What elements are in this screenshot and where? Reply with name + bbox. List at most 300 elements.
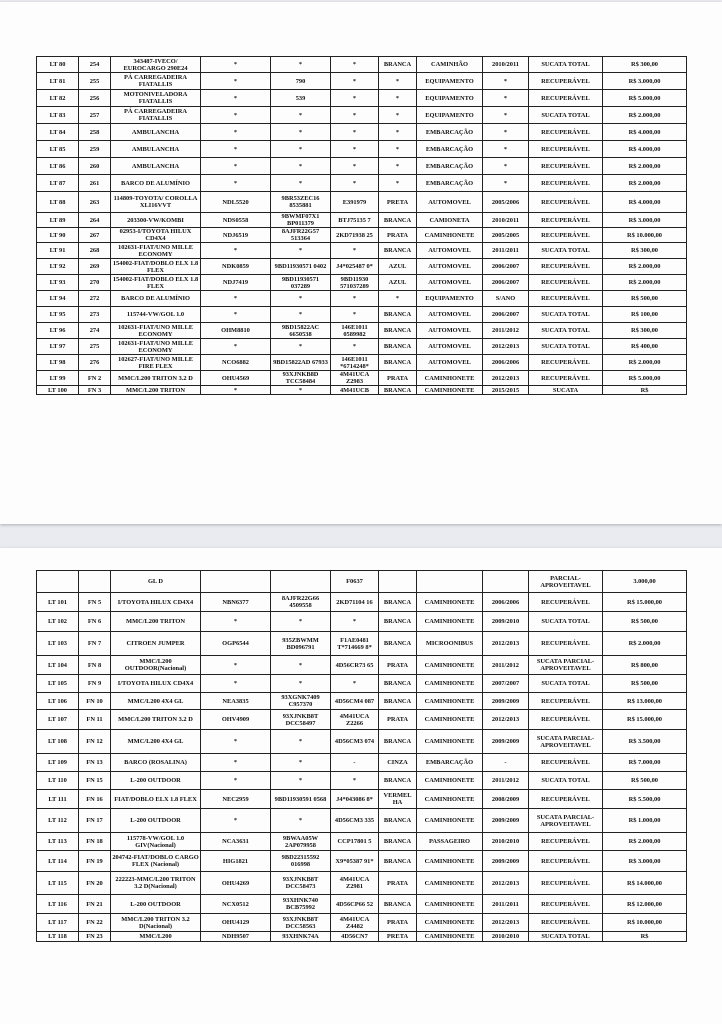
cell-empty bbox=[271, 571, 331, 593]
cell-item-number: 263 bbox=[79, 192, 111, 213]
cell-status: SUCATA TOTAL bbox=[529, 323, 603, 339]
cell-color: PRATA bbox=[379, 656, 417, 675]
cell-year: 2005/2005 bbox=[483, 228, 529, 243]
cell-plate: * bbox=[201, 57, 271, 73]
cell-lot: LT 102 bbox=[37, 612, 79, 632]
cell-renavam: 4D56CM3 335 bbox=[331, 809, 379, 833]
cell-chassis: 93XGNK7409 C957370 bbox=[271, 693, 331, 710]
cell-item-number: FN 19 bbox=[79, 851, 111, 872]
cell-value: R$ 1.000,00 bbox=[603, 809, 687, 833]
cell-renavam: 4M41UCA Z2266 bbox=[331, 710, 379, 730]
cell-lot: LT 82 bbox=[37, 90, 79, 107]
cell-year: 2011/2012 bbox=[483, 656, 529, 675]
cell-year: 2012/2013 bbox=[483, 710, 529, 730]
cell-vehicle-type: EMBARCAÇÃO bbox=[417, 124, 483, 141]
cell-description: 102631-FIAT/UNO MILLE ECONOMY bbox=[111, 339, 201, 355]
cell-renavam: E391979 bbox=[331, 192, 379, 213]
cell-vehicle-type: AUTOMOVEL bbox=[417, 275, 483, 291]
cell-vehicle-type: CAMINHONETE bbox=[417, 593, 483, 612]
table-row bbox=[37, 243, 687, 259]
cell-color: * bbox=[379, 90, 417, 107]
cell-status: SUCATA PARCIAL- APROVEITAVEL bbox=[529, 809, 603, 833]
cell-chassis: * bbox=[271, 175, 331, 192]
cell-chassis: 8AJFR22G66 4509558 bbox=[271, 593, 331, 612]
cell-lot: LT 86 bbox=[37, 158, 79, 175]
cell-value: R$ 800,00 bbox=[603, 656, 687, 675]
cell-year: 2006/2006 bbox=[483, 593, 529, 612]
cell-lot: LT 96 bbox=[37, 323, 79, 339]
cell-chassis: 93XHNK740 BCB75992 bbox=[271, 895, 331, 914]
cell-lot: LT 90 bbox=[37, 228, 79, 243]
cell-chassis: * bbox=[271, 158, 331, 175]
cell-description: 154002-FIAT/DOBLO ELX 1.8 FLEX bbox=[111, 275, 201, 291]
cell-empty bbox=[379, 571, 417, 593]
cell-chassis: 93XJNKB8T DCC58497 bbox=[271, 710, 331, 730]
cell-chassis: 8AJFR22G57 513364 bbox=[271, 228, 331, 243]
cell-vehicle-type: CAMINHONETE bbox=[417, 772, 483, 790]
cell-chassis: * bbox=[271, 612, 331, 632]
cell-value: R$ 3.000,00 bbox=[603, 851, 687, 872]
cell-item-number: 261 bbox=[79, 175, 111, 192]
cell-renavam: J4*043086 8* bbox=[331, 790, 379, 809]
cell-vehicle-type: CAMINHONETE bbox=[417, 932, 483, 942]
cell-item-number: 276 bbox=[79, 355, 111, 371]
cell-value: R$ 500,00 bbox=[603, 291, 687, 307]
cell-year: S/ANO bbox=[483, 291, 529, 307]
cell-chassis: * bbox=[271, 291, 331, 307]
cell-plate: * bbox=[201, 772, 271, 790]
cell-description: BARCO DE ALUMÍNIO bbox=[111, 175, 201, 192]
cell-value: R$ 5.000,00 bbox=[603, 371, 687, 386]
cell-plate: OHM8810 bbox=[201, 323, 271, 339]
cell-color: BRANCA bbox=[379, 386, 417, 395]
cell-description: 102631-FIAT/UNO MILLE ECONOMY bbox=[111, 243, 201, 259]
cell-description: MMC/L200 TRITON 3.2 D(Nacional) bbox=[111, 914, 201, 932]
cell-chassis: 93XJNKB8T DCC58563 bbox=[271, 914, 331, 932]
cell-renavam: BTJ75135 7 bbox=[331, 213, 379, 228]
table-row bbox=[37, 809, 687, 833]
cell-plate: * bbox=[201, 307, 271, 323]
cell-description: 115744-VW/GOL 1.0 bbox=[111, 307, 201, 323]
table-row bbox=[37, 107, 687, 124]
cell-year: 2009/2009 bbox=[483, 809, 529, 833]
cell-color: BRANCA bbox=[379, 730, 417, 754]
cell-renavam: - bbox=[331, 754, 379, 772]
cell-color: BRANCA bbox=[379, 851, 417, 872]
cell-color: BRANCA bbox=[379, 895, 417, 914]
cell-item-number: FN 21 bbox=[79, 895, 111, 914]
cell-renavam: 4M41UCB bbox=[331, 386, 379, 395]
cell-description: 222223-MMC/L200 TRITON 3.2 D(Nacional) bbox=[111, 872, 201, 895]
cell-status: SUCATA TOTAL bbox=[529, 339, 603, 355]
cell-renavam: * bbox=[331, 307, 379, 323]
cell-renavam: J4*025487 0* bbox=[331, 259, 379, 275]
table-row bbox=[37, 833, 687, 851]
cell-renavam: 4D56CM4 087 bbox=[331, 693, 379, 710]
cell-color: BRANCA bbox=[379, 632, 417, 656]
cell-item-number: 269 bbox=[79, 259, 111, 275]
cell-description: AMBULANCHA bbox=[111, 141, 201, 158]
cell-color: BRANCA bbox=[379, 323, 417, 339]
cell-value: R$ 400,00 bbox=[603, 339, 687, 355]
cell-status: RECUPERÁVEL bbox=[529, 73, 603, 90]
cell-chassis: 9BR53ZEC16 8535881 bbox=[271, 192, 331, 213]
table-row bbox=[37, 932, 687, 942]
cell-empty bbox=[201, 571, 271, 593]
table-row bbox=[37, 772, 687, 790]
cell-vehicle-type: AUTOMOVEL bbox=[417, 355, 483, 371]
cell-item-number: FN 20 bbox=[79, 872, 111, 895]
cell-description: I/TOYOTA HILUX CD4X4 bbox=[111, 593, 201, 612]
cell-vehicle-type: AUTOMOVEL bbox=[417, 307, 483, 323]
cell-vehicle-type: CAMINHONETE bbox=[417, 809, 483, 833]
cell-vehicle-type: CAMINHONETE bbox=[417, 386, 483, 395]
cell-value: R$ 300,00 bbox=[603, 243, 687, 259]
cell-chassis: 539 bbox=[271, 90, 331, 107]
cell-color: BRANCA bbox=[379, 833, 417, 851]
cell-renavam: * bbox=[331, 175, 379, 192]
cell-item-number: 274 bbox=[79, 323, 111, 339]
cell-year: 2011/2012 bbox=[483, 323, 529, 339]
cell-plate: * bbox=[201, 809, 271, 833]
cell-chassis: 93XJNKB8D TCC58484 bbox=[271, 371, 331, 386]
cell-plate: * bbox=[201, 90, 271, 107]
cell-lot: LT 104 bbox=[37, 656, 79, 675]
cell-color: PRATA bbox=[379, 710, 417, 730]
cell-description: MMC/L200 TRITON bbox=[111, 612, 201, 632]
cell-vehicle-type: CAMINHONETE bbox=[417, 228, 483, 243]
cell-description: PÁ CARREGADEIRA FIATALLIS bbox=[111, 73, 201, 90]
cell-renavam: 146E1011 *6714248* bbox=[331, 355, 379, 371]
cell-value: R$ 5.500,00 bbox=[603, 790, 687, 809]
cell-value: R$ 300,00 bbox=[603, 57, 687, 73]
cell-color: BRANCA bbox=[379, 809, 417, 833]
cell-description: MMC/L200 4X4 GL bbox=[111, 730, 201, 754]
cell-vehicle-type: CAMINHONETE bbox=[417, 872, 483, 895]
cell-renavam: 2KD71938 25 bbox=[331, 228, 379, 243]
cell-year: 2008/2009 bbox=[483, 790, 529, 809]
cell-vehicle-type: CAMINHONETE bbox=[417, 656, 483, 675]
cell-item-number: FN 7 bbox=[79, 632, 111, 656]
table-row bbox=[37, 355, 687, 371]
cell-item-number: 272 bbox=[79, 291, 111, 307]
table-row bbox=[37, 228, 687, 243]
cell-status: SUCATA TOTAL bbox=[529, 307, 603, 323]
table-row bbox=[37, 790, 687, 809]
cell-chassis: 93XHNK74A bbox=[271, 932, 331, 942]
cell-plate: NCA3631 bbox=[201, 833, 271, 851]
cell-color: * bbox=[379, 175, 417, 192]
cell-vehicle-type: CAMINHONETE bbox=[417, 612, 483, 632]
table-row bbox=[37, 693, 687, 710]
cell-description: PÁ CARREGADEIRA FIATALLIS bbox=[111, 107, 201, 124]
cell-value: R$ 500,00 bbox=[603, 675, 687, 693]
cell-color: * bbox=[379, 73, 417, 90]
cell-plate: NDS0558 bbox=[201, 213, 271, 228]
cell-status: RECUPERÁVEL bbox=[529, 833, 603, 851]
table-row bbox=[37, 73, 687, 90]
cell-value: R$ 3.000,00 bbox=[603, 73, 687, 90]
cell-year: * bbox=[483, 107, 529, 124]
table-row bbox=[37, 895, 687, 914]
cell-description: CITROEN JUMPER bbox=[111, 632, 201, 656]
cell-plate: * bbox=[201, 124, 271, 141]
cell-lot: LT 84 bbox=[37, 124, 79, 141]
cell-chassis: 9BWMF07X1 BP011379 bbox=[271, 213, 331, 228]
cell-description: 02953-I/TOYOTA HILUX CD4X4 bbox=[111, 228, 201, 243]
cell-renavam: 4M41UCA Z2981 bbox=[331, 872, 379, 895]
cell-year: 2006/2006 bbox=[483, 355, 529, 371]
cell-value: R$ 7.000,00 bbox=[603, 754, 687, 772]
cell-lot: LT 89 bbox=[37, 213, 79, 228]
cell-chassis: * bbox=[271, 386, 331, 395]
cell-chassis: * bbox=[271, 339, 331, 355]
cell-item-number: 258 bbox=[79, 124, 111, 141]
cell-plate: * bbox=[201, 656, 271, 675]
cell-chassis: * bbox=[271, 124, 331, 141]
cell-description: MMC/L200 TRITON bbox=[111, 386, 201, 395]
cell-year: 2015/2015 bbox=[483, 386, 529, 395]
table-row bbox=[37, 307, 687, 323]
cell-status: RECUPERÁVEL bbox=[529, 213, 603, 228]
cell-plate: * bbox=[201, 612, 271, 632]
table-row bbox=[37, 124, 687, 141]
table-row bbox=[37, 259, 687, 275]
cell-plate: NCX0512 bbox=[201, 895, 271, 914]
cell-lot: LT 107 bbox=[37, 710, 79, 730]
cell-lot: LT 112 bbox=[37, 809, 79, 833]
cell-lot: LT 98 bbox=[37, 355, 79, 371]
cell-color: * bbox=[379, 141, 417, 158]
cell-description: 102631-FIAT/UNO MILLE ECONOMY bbox=[111, 323, 201, 339]
cell-renavam: * bbox=[331, 90, 379, 107]
table-row bbox=[37, 632, 687, 656]
cell-status: RECUPERÁVEL bbox=[529, 124, 603, 141]
cell-description: 204742-FIAT/DOBLO CARGO FLEX (Nacional) bbox=[111, 851, 201, 872]
cell-item-number: FN 3 bbox=[79, 386, 111, 395]
cell-empty bbox=[79, 571, 111, 593]
cell-vehicle-type: CAMINHONETE bbox=[417, 693, 483, 710]
cell-value: R$ 2.000,00 bbox=[603, 632, 687, 656]
cell-renavam: 9BD11930 571037289 bbox=[331, 275, 379, 291]
cell-description: FIAT/DOBLO ELX 1.8 FLEX bbox=[111, 790, 201, 809]
cell-item-number: 257 bbox=[79, 107, 111, 124]
cell-lot: LT 117 bbox=[37, 914, 79, 932]
cell-chassis: * bbox=[271, 307, 331, 323]
cell-plate: NDL5520 bbox=[201, 192, 271, 213]
cell-color: PRETA bbox=[379, 192, 417, 213]
cell-chassis: * bbox=[271, 754, 331, 772]
cell-description: 102627-FIAT/UNO MILLE FIRE FLEX bbox=[111, 355, 201, 371]
cell-value: R$ 500,00 bbox=[603, 612, 687, 632]
cell-color: * bbox=[379, 107, 417, 124]
cell-status: RECUPERÁVEL bbox=[529, 895, 603, 914]
cell-year: 2011/2012 bbox=[483, 772, 529, 790]
cell-vehicle-type: AUTOMOVEL bbox=[417, 192, 483, 213]
cell-status: RECUPERÁVEL bbox=[529, 275, 603, 291]
table-row bbox=[37, 158, 687, 175]
cell-plate: * bbox=[201, 675, 271, 693]
cell-description: MMC/L200 TRITON 3.2 D bbox=[111, 371, 201, 386]
cell-description: BARCO DE ALUMÍNIO bbox=[111, 291, 201, 307]
cell-item-number: 275 bbox=[79, 339, 111, 355]
cell-status: RECUPERÁVEL bbox=[529, 914, 603, 932]
cell-lot: LT 81 bbox=[37, 73, 79, 90]
cell-vehicle-type: CAMINHONETE bbox=[417, 790, 483, 809]
cell-item-number: 254 bbox=[79, 57, 111, 73]
document-page-2 bbox=[0, 548, 722, 1024]
cell-description: I/TOYOTA HILUX CD4X4 bbox=[111, 675, 201, 693]
cell-description: AMBULANCHA bbox=[111, 124, 201, 141]
table-row bbox=[37, 371, 687, 386]
cell-vehicle-type: EMBARCAÇÃO bbox=[417, 158, 483, 175]
cell-chassis: * bbox=[271, 243, 331, 259]
cell-color: PRATA bbox=[379, 371, 417, 386]
cell-status: RECUPERÁVEL bbox=[529, 632, 603, 656]
table-row bbox=[37, 754, 687, 772]
cell-year: 2012/2013 bbox=[483, 914, 529, 932]
cell-renavam: 4D56CP66 52 bbox=[331, 895, 379, 914]
cell-value: R$ 4.000,00 bbox=[603, 124, 687, 141]
table-row bbox=[37, 323, 687, 339]
cell-lot: LT 92 bbox=[37, 259, 79, 275]
cell-year: 2012/2013 bbox=[483, 371, 529, 386]
cell-item-number: 267 bbox=[79, 228, 111, 243]
table-row bbox=[37, 192, 687, 213]
cell-renavam: 146E1011 0589982 bbox=[331, 323, 379, 339]
cell-vehicle-type: EQUIPAMENTO bbox=[417, 107, 483, 124]
cell-year: - bbox=[483, 754, 529, 772]
cell-status: SUCATA TOTAL bbox=[529, 243, 603, 259]
cell-item-number: 255 bbox=[79, 73, 111, 90]
cell-vehicle-type: CAMINHONETE bbox=[417, 914, 483, 932]
cell-value: R$ 2.000,00 bbox=[603, 275, 687, 291]
cell-lot: LT 118 bbox=[37, 932, 79, 942]
cell-color: BRANCA bbox=[379, 213, 417, 228]
cell-item-number: FN 6 bbox=[79, 612, 111, 632]
cell-chassis: 9BD11930571 037289 bbox=[271, 275, 331, 291]
cell-value: R$ 500,00 bbox=[603, 772, 687, 790]
cell-vehicle-type: EQUIPAMENTO bbox=[417, 73, 483, 90]
cell-year: * bbox=[483, 90, 529, 107]
cell-lot: LT 115 bbox=[37, 872, 79, 895]
cell-renavam: F0637 bbox=[331, 571, 379, 593]
cell-value: R$ 2.000,00 bbox=[603, 833, 687, 851]
cell-color: BRANCA bbox=[379, 593, 417, 612]
cell-chassis: * bbox=[271, 772, 331, 790]
table-row bbox=[37, 872, 687, 895]
cell-year: * bbox=[483, 73, 529, 90]
cell-item-number: FN 5 bbox=[79, 593, 111, 612]
cell-description: MMC/L200 OUTDOOR(Nacional) bbox=[111, 656, 201, 675]
cell-vehicle-type: EMBARCAÇÃO bbox=[417, 754, 483, 772]
vehicle-lot-table-2 bbox=[36, 570, 687, 942]
cell-item-number: 260 bbox=[79, 158, 111, 175]
cell-lot: LT 108 bbox=[37, 730, 79, 754]
cell-empty bbox=[37, 571, 79, 593]
cell-chassis: * bbox=[271, 141, 331, 158]
cell-value: R$ 5.000,00 bbox=[603, 90, 687, 107]
cell-value: R$ 3.500,00 bbox=[603, 730, 687, 754]
cell-value: R$ 4.000,00 bbox=[603, 141, 687, 158]
cell-description: 115778-VW/GOL 1.0 GIV(Nacional) bbox=[111, 833, 201, 851]
cell-status: RECUPERÁVEL bbox=[529, 371, 603, 386]
table-row bbox=[37, 386, 687, 395]
cell-year: * bbox=[483, 175, 529, 192]
cell-plate: OHU4269 bbox=[201, 872, 271, 895]
cell-lot: LT 87 bbox=[37, 175, 79, 192]
cell-value: R$ 300,00 bbox=[603, 323, 687, 339]
cell-status: SUCATA TOTAL bbox=[529, 612, 603, 632]
cell-status: RECUPERÁVEL bbox=[529, 693, 603, 710]
cell-plate: NDK0859 bbox=[201, 259, 271, 275]
cell-item-number: 264 bbox=[79, 213, 111, 228]
cell-value: R$ 2.000,00 bbox=[603, 355, 687, 371]
cell-renavam: 4D56CM3 074 bbox=[331, 730, 379, 754]
cell-year: 2006/2007 bbox=[483, 275, 529, 291]
cell-vehicle-type: CAMINHONETE bbox=[417, 710, 483, 730]
cell-chassis: 9BWAA05W 2AP079958 bbox=[271, 833, 331, 851]
cell-plate: OHU4129 bbox=[201, 914, 271, 932]
cell-item-number: FN 18 bbox=[79, 833, 111, 851]
cell-lot: LT 111 bbox=[37, 790, 79, 809]
cell-plate: NDJ6519 bbox=[201, 228, 271, 243]
cell-chassis: 93XJNKB8T DCC58473 bbox=[271, 872, 331, 895]
cell-empty bbox=[483, 571, 529, 593]
cell-description: L-200 OUTDOOR bbox=[111, 895, 201, 914]
cell-plate: NEC2959 bbox=[201, 790, 271, 809]
cell-value: R$ 10.000,00 bbox=[603, 228, 687, 243]
cell-lot: LT 114 bbox=[37, 851, 79, 872]
cell-year: 2010/2011 bbox=[483, 57, 529, 73]
cell-lot: LT 105 bbox=[37, 675, 79, 693]
cell-description: MMC/L200 4X4 GL bbox=[111, 693, 201, 710]
cell-item-number: FN 8 bbox=[79, 656, 111, 675]
cell-lot: LT 109 bbox=[37, 754, 79, 772]
cell-value: R$ 2.000,00 bbox=[603, 259, 687, 275]
cell-color: PRATA bbox=[379, 872, 417, 895]
cell-color: * bbox=[379, 124, 417, 141]
cell-year: 2011/2011 bbox=[483, 243, 529, 259]
cell-chassis: * bbox=[271, 809, 331, 833]
table-row bbox=[37, 675, 687, 693]
cell-status: RECUPERÁVEL bbox=[529, 593, 603, 612]
cell-description: 114809-TOYOTA/ COROLLA XLI16VVT bbox=[111, 192, 201, 213]
cell-renavam: * bbox=[331, 243, 379, 259]
cell-value: R$ 2.000,00 bbox=[603, 107, 687, 124]
cell-item-number: 259 bbox=[79, 141, 111, 158]
table-row bbox=[37, 57, 687, 73]
cell-empty bbox=[417, 571, 483, 593]
cell-chassis: 9BD15822AD 67933 bbox=[271, 355, 331, 371]
cell-description: 203300-VW/KOMBI bbox=[111, 213, 201, 228]
cell-chassis: * bbox=[271, 57, 331, 73]
cell-renavam: * bbox=[331, 107, 379, 124]
cell-value: R$ 2.000,00 bbox=[603, 158, 687, 175]
cell-plate: * bbox=[201, 339, 271, 355]
cell-chassis: 9BD22315592 016998 bbox=[271, 851, 331, 872]
cell-value: R$ bbox=[603, 386, 687, 395]
cell-plate: NCO6882 bbox=[201, 355, 271, 371]
cell-vehicle-type: AUTOMOVEL bbox=[417, 339, 483, 355]
cell-vehicle-type: MICROONIBUS bbox=[417, 632, 483, 656]
cell-plate: * bbox=[201, 158, 271, 175]
cell-renavam: CCP17801 5 bbox=[331, 833, 379, 851]
cell-lot: LT 95 bbox=[37, 307, 79, 323]
document-page-1 bbox=[0, 2, 722, 524]
cell-vehicle-type: EQUIPAMENTO bbox=[417, 291, 483, 307]
cell-color: VERMEL HA bbox=[379, 790, 417, 809]
